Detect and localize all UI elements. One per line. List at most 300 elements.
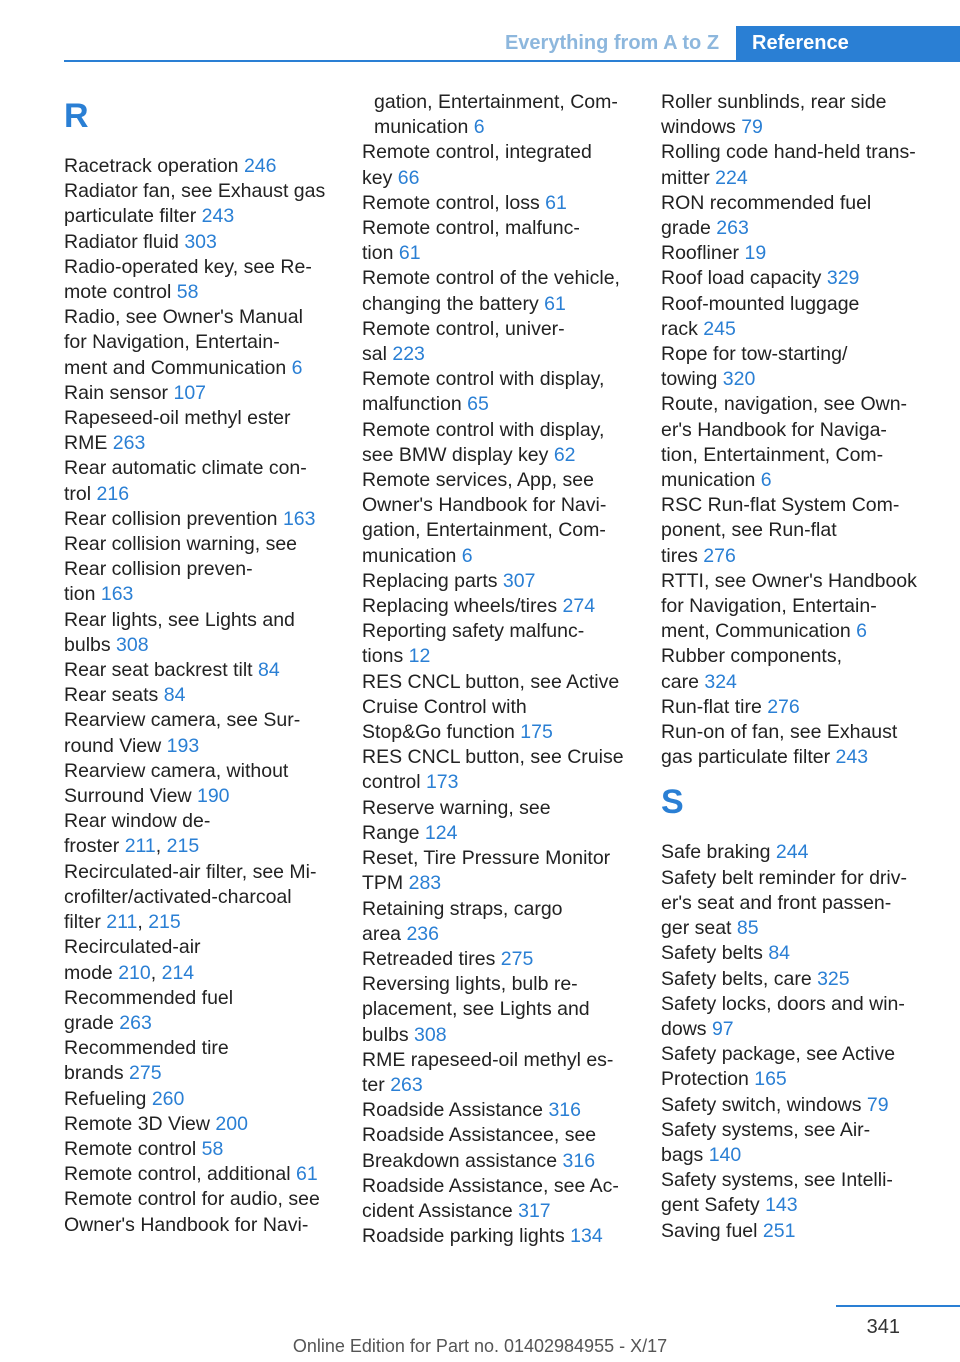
entry-text: Rear window de- bbox=[64, 810, 211, 833]
page-link[interactable]: 65 bbox=[467, 393, 489, 416]
entry-text: gent Safety bbox=[661, 1194, 766, 1217]
entry-text: towing bbox=[661, 368, 723, 391]
entry-text: Recommended fuel bbox=[64, 986, 234, 1009]
entry-text: Remote control, loss bbox=[362, 191, 546, 214]
entry-text-line bbox=[64, 280, 332, 305]
entry-text: Rearview camera, see Sur- bbox=[64, 709, 301, 732]
entry-text: for Navigation, Entertain- bbox=[64, 331, 280, 354]
entry-text: Safety systems, see Air- bbox=[661, 1118, 871, 1141]
entry-text: Racetrack operation bbox=[64, 155, 244, 177]
entry-text: sal bbox=[362, 343, 393, 366]
index-entry bbox=[64, 708, 332, 758]
entry-text: control bbox=[362, 771, 426, 794]
page-link[interactable]: 224 bbox=[715, 166, 748, 189]
entry-text-line bbox=[661, 941, 929, 966]
page-link[interactable]: 6 bbox=[473, 116, 485, 139]
page-link[interactable]: 66 bbox=[397, 166, 420, 189]
entry-text-line bbox=[661, 840, 929, 865]
page-link[interactable]: 58 bbox=[176, 281, 199, 304]
entry-text: Cruise Control with bbox=[362, 695, 527, 718]
index-entry bbox=[661, 866, 929, 942]
entry-text: Safety locks, doors and win- bbox=[661, 992, 905, 1015]
page-link[interactable]: 316 bbox=[562, 1149, 596, 1172]
entry-text-line bbox=[661, 1219, 929, 1244]
entry-text-line bbox=[362, 166, 630, 191]
index-entry bbox=[64, 986, 332, 1036]
index-entry bbox=[64, 759, 332, 809]
entry-text: RON recommended fuel bbox=[661, 191, 872, 214]
index-entry bbox=[661, 1118, 929, 1168]
entry-text-line bbox=[64, 1036, 332, 1061]
page-link[interactable]: 303 bbox=[184, 230, 217, 253]
page-link[interactable]: 276 bbox=[703, 544, 736, 567]
entry-text: Remote control, univer- bbox=[362, 317, 565, 340]
entry-text-line bbox=[362, 140, 630, 165]
index-entry bbox=[64, 1162, 332, 1187]
page-link[interactable]: 134 bbox=[570, 1225, 603, 1248]
index-column-3 bbox=[661, 90, 929, 1244]
page-link[interactable]: 211 bbox=[124, 835, 156, 858]
entry-text: Radio-operated key, see Re- bbox=[64, 255, 312, 278]
page-link[interactable]: 320 bbox=[722, 368, 756, 391]
page-link[interactable]: 275 bbox=[129, 1062, 162, 1085]
entry-text: filter bbox=[64, 911, 107, 934]
entry-text-line bbox=[661, 191, 929, 216]
page-link[interactable]: 216 bbox=[96, 482, 130, 505]
entry-text-line bbox=[362, 997, 630, 1022]
entry-text: Roof load capacity bbox=[661, 267, 827, 290]
page-link[interactable]: 6 bbox=[760, 469, 772, 492]
entry-text: RME rapeseed-oil methyl es- bbox=[362, 1048, 614, 1071]
entry-text: care bbox=[661, 670, 705, 693]
entry-text: cident Assistance bbox=[362, 1199, 519, 1222]
entry-text-line bbox=[64, 633, 332, 658]
entry-text-line bbox=[362, 292, 630, 317]
entry-text: mitter bbox=[661, 166, 716, 189]
index-entry bbox=[661, 992, 929, 1042]
page-link[interactable]: 324 bbox=[704, 670, 737, 693]
index-entry bbox=[362, 897, 630, 947]
entry-text-line bbox=[661, 1143, 929, 1168]
entry-text: windows bbox=[661, 116, 742, 139]
entry-text-line bbox=[362, 594, 630, 619]
entry-text-line bbox=[362, 670, 630, 695]
page-link[interactable]: 62 bbox=[553, 443, 576, 466]
entry-text-line bbox=[362, 392, 630, 417]
page-link[interactable]: 107 bbox=[173, 381, 207, 404]
page-link[interactable]: 307 bbox=[502, 569, 536, 592]
page-link[interactable]: 210 bbox=[118, 961, 151, 984]
entry-text: ger seat bbox=[661, 917, 737, 940]
entry-text-line bbox=[64, 204, 332, 229]
index-entry bbox=[661, 1219, 929, 1244]
page-link[interactable]: 79 bbox=[741, 116, 763, 139]
index-entry bbox=[661, 342, 929, 392]
entry-text-line bbox=[661, 619, 929, 644]
entry-text-line bbox=[661, 544, 929, 569]
entry-text: froster bbox=[64, 835, 125, 858]
entry-text-line bbox=[64, 759, 332, 784]
page-link[interactable]: 61 bbox=[544, 292, 566, 315]
entry-text-line bbox=[661, 342, 929, 367]
index-entry bbox=[661, 644, 929, 694]
entry-text: Refueling bbox=[64, 1087, 152, 1110]
entry-text: grade bbox=[661, 217, 717, 240]
index-entry bbox=[661, 967, 929, 992]
index-entry bbox=[661, 392, 929, 493]
entry-text-line bbox=[661, 367, 929, 392]
entry-text-line bbox=[64, 330, 332, 355]
page-link[interactable]: 260 bbox=[151, 1087, 185, 1110]
index-entry bbox=[64, 532, 332, 608]
entry-text-line bbox=[64, 885, 332, 910]
index-entry bbox=[362, 972, 630, 1048]
index-entry bbox=[362, 594, 630, 619]
index-entry bbox=[661, 1093, 929, 1118]
entry-text-line bbox=[374, 90, 630, 115]
page-link[interactable]: 19 bbox=[744, 242, 767, 265]
entry-text-line bbox=[661, 916, 929, 941]
index-entry bbox=[362, 140, 630, 190]
page-link[interactable]: 163 bbox=[100, 583, 134, 606]
entry-text: ment, Communication bbox=[661, 620, 857, 643]
entry-text-line bbox=[362, 1023, 630, 1048]
entry-text-line bbox=[64, 456, 332, 481]
page-link[interactable]: 211 bbox=[106, 911, 138, 934]
entry-text: Radiator fan, see Exhaust gas bbox=[64, 180, 326, 203]
index-entry bbox=[64, 935, 332, 985]
entry-text: Remote control, malfunc- bbox=[362, 217, 580, 240]
page-link[interactable]: 193 bbox=[166, 734, 200, 757]
index-entry bbox=[64, 154, 332, 179]
entry-text-line bbox=[64, 1162, 332, 1187]
entry-text: tion bbox=[362, 242, 399, 265]
page-link[interactable]: 276 bbox=[767, 695, 800, 718]
page-link[interactable]: 275 bbox=[500, 947, 534, 970]
entry-text: see BMW display key bbox=[362, 443, 554, 466]
entry-text-line bbox=[661, 1017, 929, 1042]
entry-text: Remote control bbox=[64, 1137, 202, 1160]
entry-text-line bbox=[661, 1118, 929, 1143]
index-entry bbox=[64, 305, 332, 381]
entry-text-line bbox=[64, 1213, 332, 1238]
page-link[interactable]: 325 bbox=[817, 967, 850, 990]
page-link[interactable]: 200 bbox=[215, 1112, 248, 1135]
page-link[interactable]: 84 bbox=[768, 942, 791, 965]
entry-text-line bbox=[64, 305, 332, 330]
page-link[interactable]: 243 bbox=[201, 205, 235, 228]
entry-text-line bbox=[362, 972, 630, 997]
index-entry bbox=[64, 1087, 332, 1112]
entry-text-line bbox=[64, 532, 332, 557]
page-link[interactable]: 263 bbox=[716, 217, 749, 240]
entry-text: key bbox=[362, 166, 398, 189]
entry-text: trol bbox=[64, 482, 97, 505]
entry-text-line bbox=[64, 431, 332, 456]
entry-text-line bbox=[64, 1087, 332, 1112]
page-link[interactable]: 6 bbox=[461, 544, 473, 567]
entry-text-line bbox=[64, 734, 332, 759]
index-entry bbox=[64, 658, 332, 683]
page-link[interactable]: 79 bbox=[866, 1093, 889, 1116]
page-link[interactable]: 143 bbox=[765, 1194, 798, 1217]
entry-text: Rear collision prevention bbox=[64, 507, 283, 530]
entry-text: Safety belts, care bbox=[661, 967, 818, 990]
page-link[interactable]: 263 bbox=[112, 432, 146, 455]
index-entry bbox=[64, 179, 332, 229]
entry-text-line bbox=[661, 594, 929, 619]
entry-text-line bbox=[661, 518, 929, 543]
index-entry bbox=[661, 191, 929, 241]
page-link[interactable]: 124 bbox=[424, 821, 458, 844]
entry-text-line bbox=[64, 834, 332, 859]
page-link[interactable]: 6 bbox=[856, 620, 867, 643]
index-entry bbox=[661, 1168, 929, 1218]
index-entry bbox=[661, 840, 929, 865]
index-entry bbox=[661, 720, 929, 770]
page-link[interactable]: 308 bbox=[414, 1023, 447, 1046]
page-link[interactable]: 274 bbox=[562, 595, 596, 618]
entry-text-line bbox=[64, 683, 332, 708]
entry-text: Rope for tow-starting/ bbox=[661, 343, 848, 366]
entry-text-line bbox=[362, 418, 630, 443]
entry-text: Replacing parts bbox=[362, 569, 503, 592]
entry-text: Roof-mounted luggage bbox=[661, 292, 860, 315]
page-link[interactable]: 246 bbox=[243, 155, 277, 177]
page-link[interactable]: 61 bbox=[295, 1163, 318, 1186]
entry-text-line bbox=[661, 891, 929, 916]
page-link[interactable]: 214 bbox=[161, 961, 195, 984]
entry-text-line bbox=[64, 860, 332, 885]
index-column-2 bbox=[362, 90, 630, 1249]
entry-text: bulbs bbox=[64, 633, 117, 656]
entry-text: ment and Communication bbox=[64, 356, 292, 379]
page-link[interactable]: 236 bbox=[406, 922, 439, 945]
page-link[interactable]: 58 bbox=[201, 1137, 224, 1160]
entry-text: er's seat and front passen- bbox=[661, 891, 892, 914]
page-link[interactable]: 84 bbox=[258, 659, 280, 682]
entry-text-line bbox=[661, 266, 929, 291]
entry-text: Roadside Assistance bbox=[362, 1099, 549, 1122]
entry-text-line bbox=[661, 392, 929, 417]
entry-text-line bbox=[661, 115, 929, 140]
entry-text-line bbox=[362, 922, 630, 947]
index-letter-heading: R bbox=[64, 97, 89, 135]
page-link[interactable]: 215 bbox=[148, 911, 181, 934]
entry-text: for Navigation, Entertain- bbox=[661, 595, 877, 618]
entry-text: malfunction bbox=[362, 393, 468, 416]
entry-text-line bbox=[64, 482, 332, 507]
entry-text-line bbox=[362, 493, 630, 518]
page-link[interactable]: 175 bbox=[520, 721, 553, 744]
page-link[interactable]: 251 bbox=[762, 1219, 796, 1242]
page-link[interactable]: 243 bbox=[835, 746, 869, 769]
entry-text-line bbox=[64, 708, 332, 733]
entry-text-line bbox=[661, 720, 929, 745]
page-link[interactable]: 163 bbox=[282, 507, 316, 530]
index-entry bbox=[362, 216, 630, 266]
entry-text-line bbox=[64, 784, 332, 809]
entry-text: Roadside Assistancee, see bbox=[362, 1124, 597, 1147]
index-entry bbox=[64, 507, 332, 532]
entry-text-line bbox=[64, 1187, 332, 1212]
index-entry bbox=[661, 493, 929, 569]
entry-text-line bbox=[661, 216, 929, 241]
entry-text: gas particulate filter bbox=[661, 746, 836, 769]
entry-text: Remote 3D View bbox=[64, 1112, 216, 1135]
index-entry bbox=[64, 1036, 332, 1086]
edition-footer: Online Edition for Part no. 01402984955 - X/17 bbox=[292, 1336, 668, 1356]
entry-text-line bbox=[362, 871, 630, 896]
page-link[interactable]: 61 bbox=[545, 191, 567, 214]
chapter-tab-reference[interactable]: Reference bbox=[736, 26, 960, 62]
entry-text: Surround View bbox=[64, 785, 197, 808]
entry-text-line bbox=[362, 644, 630, 669]
entry-text: Remote control, additional bbox=[64, 1163, 296, 1186]
entry-text: Rolling code hand-held trans- bbox=[661, 141, 916, 164]
page-link[interactable]: 316 bbox=[548, 1099, 581, 1122]
entry-text: tion bbox=[64, 583, 101, 606]
entry-text: Roadside Assistance, see Ac- bbox=[362, 1174, 619, 1197]
index-column-1 bbox=[64, 90, 332, 1238]
index-entry bbox=[362, 1224, 630, 1249]
entry-text-line bbox=[661, 468, 929, 493]
page-link[interactable]: 223 bbox=[392, 343, 425, 366]
page-link[interactable]: 97 bbox=[711, 1017, 734, 1040]
page-link[interactable]: 245 bbox=[703, 317, 736, 340]
entry-text-line bbox=[362, 191, 630, 216]
index-entry bbox=[661, 569, 929, 645]
entry-text: grade bbox=[64, 1011, 120, 1034]
entry-text: Roller sunblinds, rear side bbox=[661, 91, 887, 113]
entry-text: crofilter/activated-charcoal bbox=[64, 885, 292, 908]
entry-text: Rear seat backrest tilt bbox=[64, 659, 258, 682]
entry-text-line bbox=[64, 179, 332, 204]
page-header bbox=[0, 0, 960, 62]
page-link[interactable]: 308 bbox=[116, 633, 149, 656]
entry-text: tions bbox=[362, 645, 409, 668]
page-link[interactable]: 85 bbox=[736, 917, 759, 940]
entry-text: Rear collision warning, see bbox=[64, 533, 298, 556]
page-link[interactable]: 140 bbox=[708, 1143, 742, 1166]
entry-text-line bbox=[64, 809, 332, 834]
page-link[interactable]: 190 bbox=[196, 785, 230, 808]
entry-text-line bbox=[64, 1061, 332, 1086]
index-entry bbox=[362, 1174, 630, 1224]
entry-text-line bbox=[362, 821, 630, 846]
index-entry bbox=[362, 846, 630, 896]
page-link[interactable]: 244 bbox=[775, 841, 809, 864]
entry-text: Recommended tire bbox=[64, 1037, 229, 1060]
index-entry bbox=[362, 418, 630, 468]
entry-text-line bbox=[661, 1093, 929, 1118]
page-link[interactable]: 84 bbox=[163, 684, 186, 707]
entry-text-line bbox=[64, 1011, 332, 1036]
entry-text: Retaining straps, cargo bbox=[362, 897, 563, 920]
page-link[interactable]: 263 bbox=[119, 1011, 152, 1034]
entry-text: RES CNCL button, see Cruise bbox=[362, 746, 624, 769]
entry-text: Roofliner bbox=[661, 242, 745, 265]
entry-text-line bbox=[362, 846, 630, 871]
entry-text: changing the battery bbox=[362, 292, 545, 315]
index-entry bbox=[64, 255, 332, 305]
entry-text: Run-on of fan, see Exhaust bbox=[661, 721, 898, 744]
entry-text-line bbox=[661, 1067, 929, 1092]
index-entry bbox=[362, 317, 630, 367]
page-link[interactable]: 263 bbox=[390, 1073, 423, 1096]
entry-text-line bbox=[362, 1073, 630, 1098]
index-entry bbox=[64, 381, 332, 406]
index-entry bbox=[661, 292, 929, 342]
entry-text: mote control bbox=[64, 281, 177, 304]
entry-text: Safety systems, see Intelli- bbox=[661, 1169, 893, 1192]
page-link[interactable]: 329 bbox=[826, 267, 860, 290]
page-link[interactable]: 173 bbox=[425, 771, 459, 794]
page-link[interactable]: 12 bbox=[408, 645, 431, 668]
entry-text-line bbox=[661, 569, 929, 594]
entry-text-line bbox=[362, 468, 630, 493]
page-link[interactable]: 61 bbox=[398, 242, 421, 265]
entry-text-line bbox=[64, 961, 332, 986]
page-link[interactable]: 317 bbox=[518, 1199, 551, 1222]
entry-text: rack bbox=[661, 317, 704, 340]
page-link[interactable]: 283 bbox=[408, 872, 442, 895]
entry-text-line bbox=[362, 1098, 630, 1123]
index-entry bbox=[362, 1123, 630, 1173]
entry-text: gation, Entertainment, Com- bbox=[362, 519, 606, 542]
page-link[interactable]: 165 bbox=[754, 1068, 787, 1091]
page-link[interactable]: 215 bbox=[166, 835, 200, 858]
entry-text-line bbox=[661, 670, 929, 695]
entry-text: Range bbox=[362, 821, 425, 844]
entry-text: round View bbox=[64, 734, 167, 757]
index-entry bbox=[64, 406, 332, 456]
entry-text: Saving fuel bbox=[661, 1219, 763, 1242]
index-entry bbox=[362, 1048, 630, 1098]
entry-text: Route, navigation, see Own- bbox=[661, 393, 908, 416]
entry-text: Remote control with display, bbox=[362, 368, 605, 391]
index-entry-continued bbox=[362, 90, 630, 140]
entry-text: gation, Entertainment, Com- bbox=[374, 91, 618, 113]
page-link[interactable]: 6 bbox=[291, 356, 303, 379]
entry-text: munication bbox=[661, 469, 761, 492]
entry-text-line bbox=[661, 745, 929, 770]
entry-text-line bbox=[64, 658, 332, 683]
entry-text: Remote control for audio, see bbox=[64, 1188, 320, 1211]
entry-text-line bbox=[64, 507, 332, 532]
entry-text-line bbox=[661, 1168, 929, 1193]
entry-text: Owner's Handbook for Navi- bbox=[64, 1213, 309, 1236]
entry-text: Radio, see Owner's Manual bbox=[64, 306, 303, 329]
entry-text: munication bbox=[362, 544, 462, 567]
entry-text-line bbox=[362, 1048, 630, 1073]
entry-text: ponent, see Run-flat bbox=[661, 519, 837, 542]
entry-text-line bbox=[64, 230, 332, 255]
entry-text-line bbox=[661, 90, 929, 115]
index-letter-heading: S bbox=[661, 783, 684, 822]
index-entry bbox=[362, 796, 630, 846]
index-entry bbox=[362, 745, 630, 795]
entry-text: munication bbox=[374, 116, 474, 139]
entry-text-line bbox=[64, 910, 332, 935]
entry-text: Remote services, App, see bbox=[362, 469, 594, 492]
entry-text: Roadside parking lights bbox=[362, 1225, 571, 1248]
entry-text: Reporting safety malfunc- bbox=[362, 620, 585, 643]
entry-text: bulbs bbox=[362, 1023, 415, 1046]
entry-text-line bbox=[661, 443, 929, 468]
entry-text: Rearview camera, without bbox=[64, 759, 289, 782]
entry-text: Protection bbox=[661, 1068, 755, 1091]
